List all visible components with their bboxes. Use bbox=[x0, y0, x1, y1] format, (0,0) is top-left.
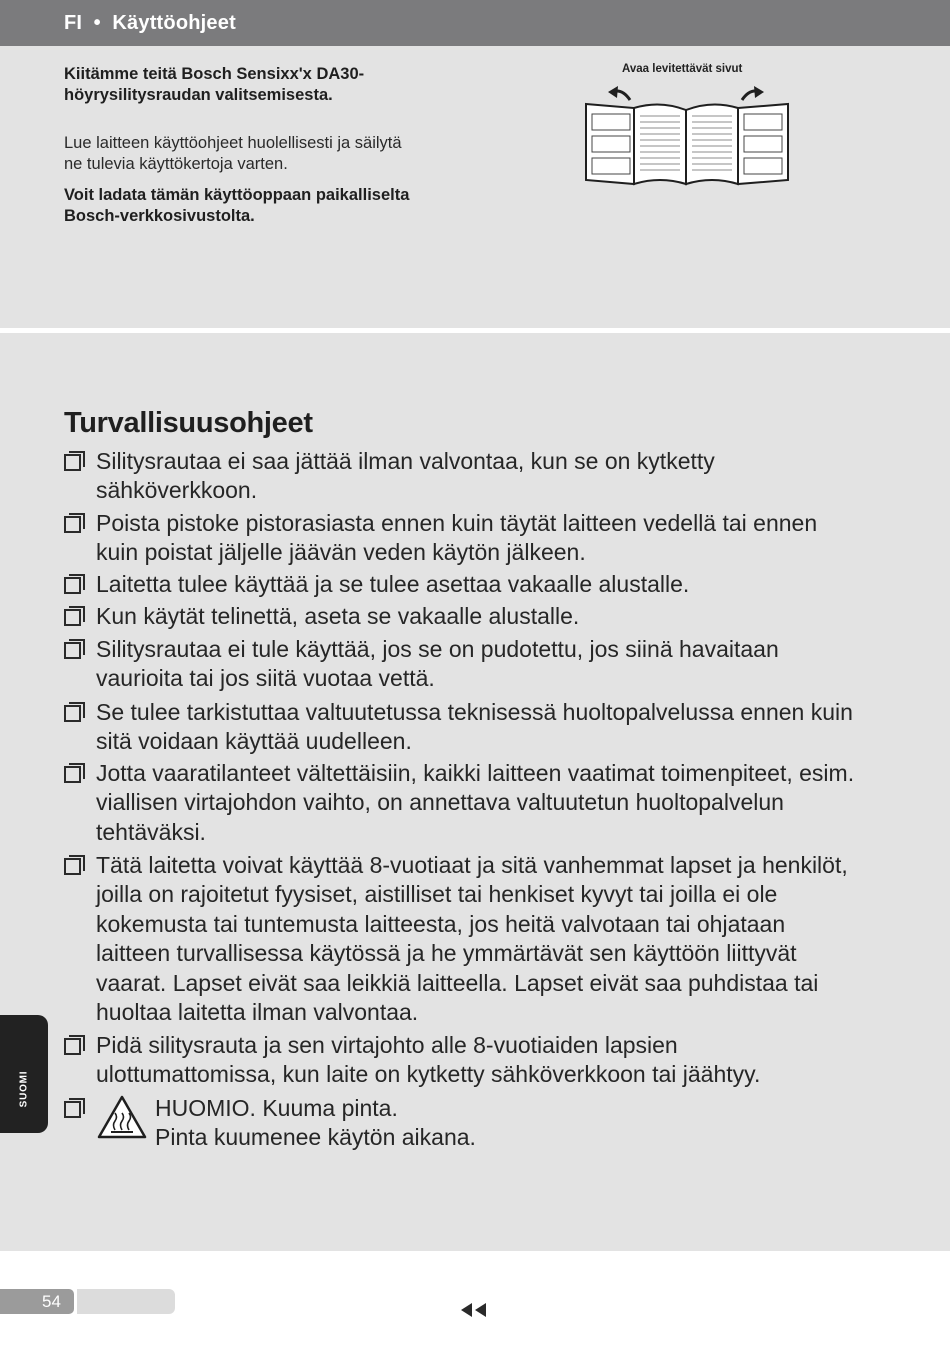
safety-item-line: sähköverkkoon. bbox=[96, 477, 258, 504]
intro-thanks-line: Kiitämme teitä Bosch Sensixx'x DA30- bbox=[64, 65, 365, 83]
safety-item-line: Poista pistoke pistorasiasta ennen kuin täytät laitteen vedellä tai ennen bbox=[96, 510, 818, 536]
safety-item-line: vaarat. Lapset eivät saa leikkiä laitteella. Lapset eivät saa puhdistaa tai bbox=[96, 969, 819, 996]
safety-item-line: vaurioita tai jos siitä vuotaa vettä. bbox=[96, 665, 435, 692]
safety-item-line: laitteen turvallisessa käytössä ja he ymmärtävät sen käyttöön liittyvät bbox=[96, 940, 797, 967]
side-tab-label: SUOMI bbox=[18, 1070, 30, 1108]
bullet-checkbox-icon bbox=[64, 516, 81, 533]
intro-download-line: Voit ladata tämän käyttöoppaan paikalliselta bbox=[64, 186, 410, 204]
safety-item-line: Silitysrautaa ei saa jättää ilman valvontaa, kun se on kytketty bbox=[96, 448, 715, 474]
header-title: FI • Käyttöohjeet bbox=[64, 12, 236, 34]
page-number: 54 bbox=[42, 1292, 61, 1311]
safety-item-line: Silitysrautaa ei tule käyttää, jos se on pudotettu, jos siinä havaitaan bbox=[96, 636, 779, 662]
bullet-checkbox-icon bbox=[64, 642, 81, 659]
intro-download bbox=[64, 185, 409, 227]
bullet-checkbox-icon bbox=[64, 1101, 81, 1118]
safety-item-text bbox=[96, 759, 854, 847]
header-bar bbox=[0, 0, 950, 46]
safety-title: Turvallisuusohjeet bbox=[64, 407, 313, 439]
foldout-book-icon bbox=[582, 84, 794, 193]
safety-item-line: sitä voidaan käyttää uudelleen. bbox=[96, 728, 412, 755]
warning-line: Pinta kuumenee käytön aikana. bbox=[155, 1124, 476, 1151]
safety-item-line: Se tulee tarkistuttaa valtuutetussa teknisessä huoltopalvelussa ennen kuin bbox=[96, 699, 853, 725]
safety-item-text bbox=[96, 509, 817, 568]
safety-item-text bbox=[96, 635, 779, 694]
intro-read-line: ne tulevia käyttökertoja varten. bbox=[64, 155, 288, 173]
safety-item-line: viallisen virtajohdon vaihto, on annettava valtuutetun huoltopalvelun bbox=[96, 789, 784, 816]
safety-item-text bbox=[96, 447, 715, 506]
bullet-checkbox-icon bbox=[64, 454, 81, 471]
bullet-checkbox-icon bbox=[64, 766, 81, 783]
bullet-checkbox-icon bbox=[64, 858, 81, 875]
language-side-tab bbox=[0, 1015, 48, 1133]
intro-thanks-line: höyrysilitysraudan valitsemisesta. bbox=[64, 86, 333, 104]
bullet-checkbox-icon bbox=[64, 705, 81, 722]
page-number-extension bbox=[77, 1289, 175, 1314]
safety-item-line: Jotta vaaratilanteet vältettäisiin, kaikki laitteen vaatimat toimenpiteet, esim. bbox=[96, 760, 855, 786]
safety-item-text bbox=[96, 1031, 760, 1090]
safety-item-text bbox=[96, 698, 853, 757]
safety-item-text bbox=[96, 570, 689, 599]
safety-item-line: kokemusta tai tuntemusta laitteesta, jos heitä valvotaan tai ohjataan bbox=[96, 910, 786, 937]
intro-read-instructions bbox=[64, 133, 402, 175]
safety-item-line: Kun käytät telinettä, aseta se vakaalle alustalle. bbox=[96, 603, 580, 629]
bullet-checkbox-icon bbox=[64, 1038, 81, 1055]
page-number-box bbox=[0, 1289, 74, 1314]
safety-item-text bbox=[96, 602, 579, 631]
safety-item-line: huoltaa laitetta ilman valvontaa. bbox=[96, 999, 419, 1026]
double-left-arrow-icon[interactable] bbox=[460, 1302, 488, 1323]
safety-item-line: kuin poistat jäljelle jäävän veden käytön jälkeen. bbox=[96, 539, 586, 566]
safety-item-line: joilla on rajoitetut fyysiset, aistilliset tai henkiset kyvyt tai joilla ei ole bbox=[96, 881, 778, 908]
safety-item-line: Laitetta tulee käyttää ja se tulee asettaa vakaalle alustalle. bbox=[96, 571, 690, 597]
safety-item-line: ulottumattomissa, kun laite on kytketty sähköverkkoon tai jäähtyy. bbox=[96, 1061, 761, 1088]
intro-download-line: Bosch-verkkosivustolta. bbox=[64, 207, 255, 225]
bullet-checkbox-icon bbox=[64, 577, 81, 594]
hot-surface-warning-icon bbox=[96, 1094, 148, 1145]
safety-item-line: tehtäväksi. bbox=[96, 818, 206, 845]
intro-read-line: Lue laitteen käyttöohjeet huolellisesti ja säilytä bbox=[64, 134, 402, 152]
safety-item-text bbox=[96, 851, 848, 1027]
warning-text bbox=[155, 1094, 476, 1153]
foldout-label: Avaa levitettävät sivut bbox=[622, 63, 743, 75]
bullet-checkbox-icon bbox=[64, 609, 81, 626]
warning-line: HUOMIO. Kuuma pinta. bbox=[155, 1095, 398, 1121]
safety-item-line: Pidä silitysrauta ja sen virtajohto alle 8-vuotiaiden lapsien bbox=[96, 1032, 678, 1058]
intro-thanks bbox=[64, 64, 364, 106]
safety-item-line: Tätä laitetta voivat käyttää 8-vuotiaat ja sitä vanhemmat lapset ja henkilöt, bbox=[96, 852, 848, 878]
